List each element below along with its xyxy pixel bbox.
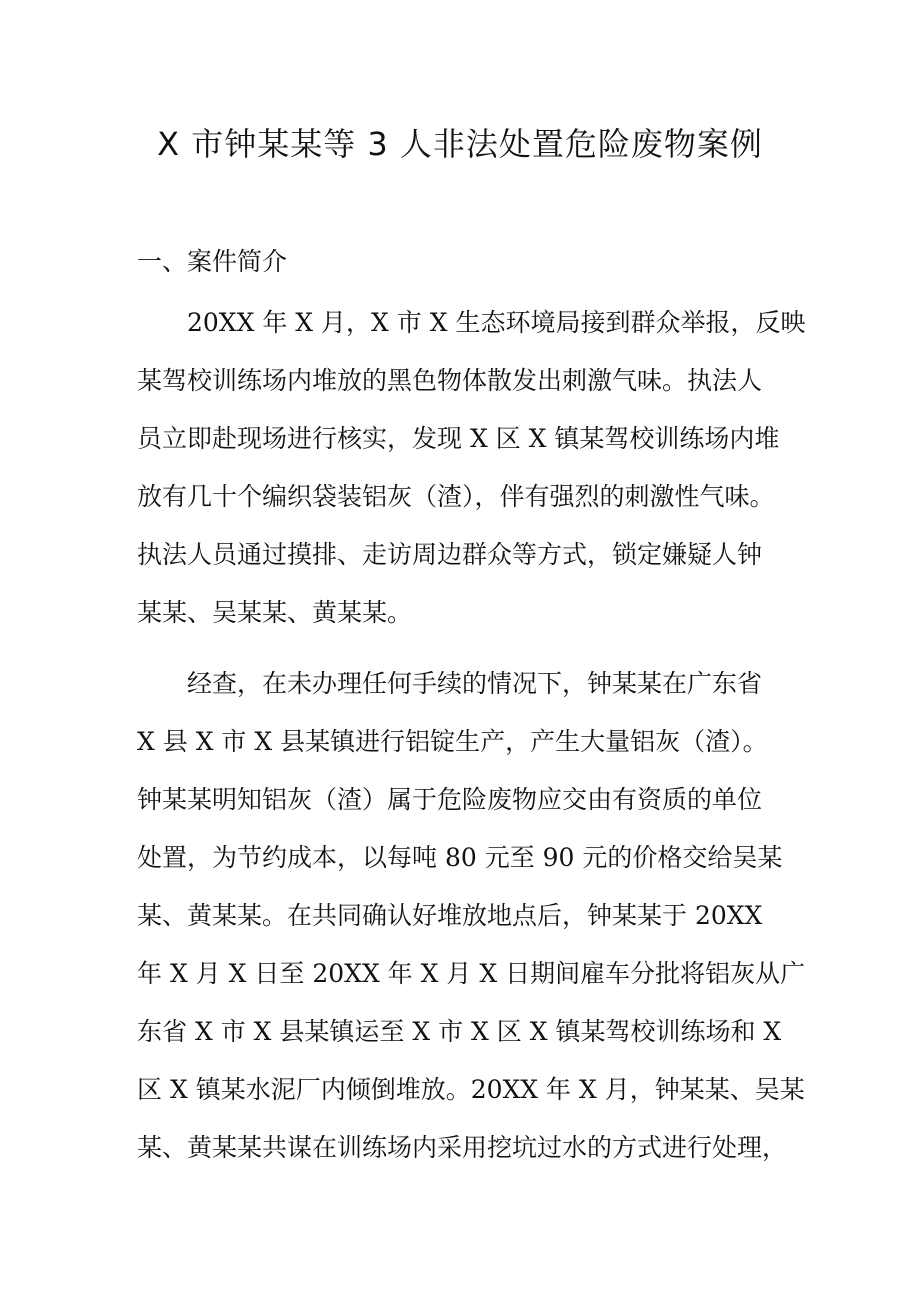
paragraph-2-line: 某、黄某某。在共同确认好堆放地点后，钟某某于 20XX <box>137 901 763 930</box>
paragraph-1-line: 某某、吴某某、黄某某。 <box>137 598 413 627</box>
paragraph-2-line: 某、黄某某共谋在训练场内采用挖坑过水的方式进行处理， <box>137 1133 788 1162</box>
paragraph-2-line: 区 X 镇某水泥厂内倾倒堆放。20XX 年 X 月，钟某某、吴某 <box>137 1075 805 1104</box>
paragraph-2-line: 经查，在未办理任何手续的情况下，钟某某在广东省 <box>187 669 763 698</box>
paragraph-1-line: 某驾校训练场内堆放的黑色物体散发出刺激气味。执法人 <box>137 366 763 395</box>
paragraph-2-line: 东省 X 市 X 县某镇运至 X 市 X 区 X 镇某驾校训练场和 X <box>137 1017 782 1046</box>
paragraph-1-line: 员立即赴现场进行核实，发现 X 区 X 镇某驾校训练场内堆 <box>137 424 780 453</box>
paragraph-1-line: 20XX 年 X 月，X 市 X 生态环境局接到群众举报，反映 <box>187 308 806 337</box>
document-title: X 市钟某某等 3 人非法处置危险废物案例 <box>157 125 763 163</box>
paragraph-1-line: 放有几十个编织袋装铝灰（渣），伴有强烈的刺激性气味。 <box>137 482 775 511</box>
paragraph-1-line: 执法人员通过摸排、走访周边群众等方式，锁定嫌疑人钟 <box>137 540 763 569</box>
paragraph-1 <box>137 294 817 642</box>
paragraph-2 <box>137 655 817 1177</box>
section-heading-case-summary: 一、案件简介 <box>137 247 288 276</box>
paragraph-2-line: 处置，为节约成本，以每吨 80 元至 90 元的价格交给吴某 <box>137 843 783 872</box>
paragraph-2-line: 钟某某明知铝灰（渣）属于危险废物应交由有资质的单位 <box>137 785 763 814</box>
paragraph-2-line: 年 X 月 X 日至 20XX 年 X 月 X 日期间雇车分批将铝灰从广 <box>137 959 806 988</box>
paragraph-2-line: X 县 X 市 X 县某镇进行铝锭生产，产生大量铝灰（渣）。 <box>137 727 768 756</box>
